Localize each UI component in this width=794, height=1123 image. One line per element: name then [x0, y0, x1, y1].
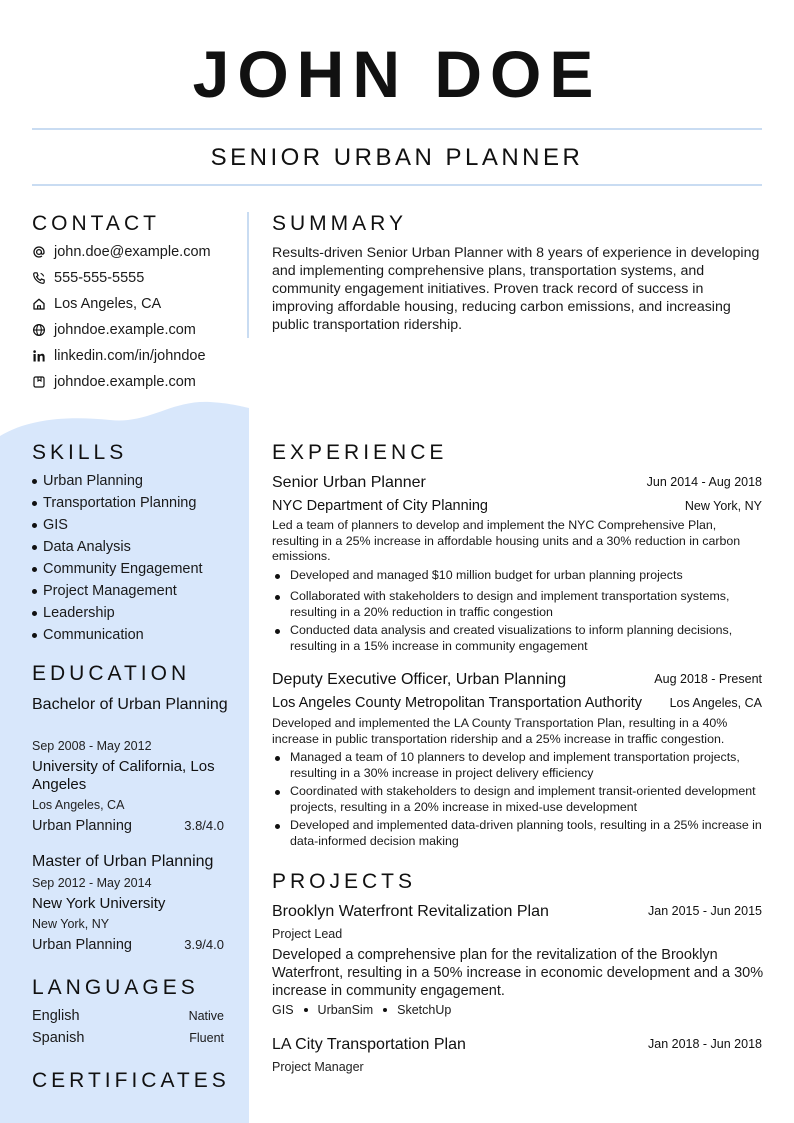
- education-heading: EDUCATION: [32, 662, 191, 685]
- languages-heading: LANGUAGES: [32, 976, 199, 999]
- column-divider: [247, 212, 249, 338]
- contact-linkedin-text: linkedin.com/in/johndoe: [54, 348, 206, 364]
- bullet-dot: [275, 629, 280, 634]
- project-tags: [272, 1002, 451, 1018]
- job-title: Senior Urban Planner: [272, 474, 426, 491]
- projects-heading: PROJECTS: [272, 870, 417, 893]
- skill-label: Urban Planning: [43, 473, 143, 489]
- skill-label: Communication: [43, 627, 144, 643]
- bullet-dot: [32, 479, 37, 484]
- skill-label: GIS: [43, 517, 68, 533]
- contact-website[interactable]: [32, 320, 196, 340]
- contact-portfolio-text: johndoe.example.com: [54, 374, 196, 390]
- candidate-name: JOHN DOE: [192, 37, 602, 111]
- job-bullet-text: Collaborated with stakeholders to design and implement transportation systems, resulting in a 20% reduction in traffic congestion: [290, 589, 730, 619]
- language-level: Fluent: [189, 1031, 224, 1045]
- header-rule-bottom: [32, 184, 762, 186]
- bullet-dot: [32, 611, 37, 616]
- phone-icon: [32, 271, 46, 285]
- job-description: Led a team of planners to develop and implement the NYC Comprehensive Plan, resulting in a 25% increase in affordable housing units and a 30% reduction in carbon emissions.: [272, 518, 741, 563]
- header-rule-top: [32, 128, 762, 130]
- project-role: Project Lead: [272, 927, 343, 941]
- contact-heading: CONTACT: [32, 212, 160, 235]
- bullet-dot: [275, 756, 280, 761]
- home-icon: [32, 297, 46, 311]
- skill-label: Project Management: [43, 583, 177, 599]
- education-degree: Bachelor of Urban Planning: [32, 696, 228, 713]
- skill-item: [32, 516, 68, 534]
- skill-label: Data Analysis: [43, 539, 131, 555]
- project-title: LA City Transportation Plan: [272, 1036, 466, 1053]
- education-gpa: 3.9/4.0: [184, 937, 224, 952]
- experience-heading: EXPERIENCE: [272, 441, 448, 464]
- skill-label: Community Engagement: [43, 561, 203, 577]
- bullet-dot: [275, 790, 280, 795]
- job-role-title: SENIOR URBAN PLANNER: [210, 144, 584, 171]
- project-tag: GIS: [272, 1003, 294, 1017]
- skill-item: [32, 604, 115, 622]
- summary-heading: SUMMARY: [272, 212, 407, 235]
- job-organization: NYC Department of City Planning: [272, 498, 488, 514]
- skill-item: [32, 472, 143, 490]
- job-title: Deputy Executive Officer, Urban Planning: [272, 671, 567, 688]
- bullet-dot: [275, 595, 280, 600]
- bullet-dot: [275, 824, 280, 829]
- certificates-heading: CERTIFICATES: [32, 1069, 230, 1092]
- project-role: Project Manager: [272, 1060, 364, 1074]
- contact-email[interactable]: [32, 242, 211, 262]
- job-bullet-text: Developed and implemented data-driven planning tools, resulting in a 25% increase in data-informed decision making: [290, 818, 762, 848]
- job-bullet: [272, 589, 762, 620]
- globe-icon: [32, 323, 46, 337]
- skill-item: [32, 538, 131, 556]
- bullet-dot: [275, 574, 280, 579]
- education-location: Los Angeles, CA: [32, 798, 125, 812]
- skill-item: [32, 560, 203, 578]
- project-description: Developed a comprehensive plan for the revitalization of the Brooklyn Waterfront, resulting in a 50% increase in economic development and a 30% increase in community engagement.: [272, 947, 764, 999]
- education-field: Urban Planning: [32, 818, 132, 834]
- skill-item: [32, 494, 196, 512]
- contact-phone-text: 555-555-5555: [54, 270, 145, 286]
- education-gpa: 3.8/4.0: [184, 818, 224, 833]
- job-bullet: [272, 818, 762, 849]
- skill-item: [32, 626, 144, 644]
- skill-item: [32, 582, 177, 600]
- job-bullet-text: Conducted data analysis and created visualizations to inform planning decisions, resulting in a 15% increase in community engagement: [290, 623, 733, 653]
- language-level: Native: [188, 1009, 224, 1023]
- project-dates: Jan 2015 - Jun 2015: [648, 904, 762, 918]
- bullet-dot: [32, 501, 37, 506]
- job-dates: Aug 2018 - Present: [654, 672, 762, 686]
- summary-text: Results-driven Senior Urban Planner with 8 years of experience in developing and implementing comprehensive plans, transportation systems, and community engagement initiatives. Proven track record of success in improving affordable housing, reducing carbon emissions, and increasing public transportation ridership.: [272, 245, 760, 333]
- job-dates: Jun 2014 - Aug 2018: [646, 475, 762, 489]
- language-name: English: [32, 1008, 80, 1024]
- job-bullet: [272, 568, 762, 584]
- education-school: University of California, Los Angeles: [32, 758, 215, 793]
- bullet-dot: [32, 523, 37, 528]
- job-bullet-text: Managed a team of 10 planners to develop and implement transportation projects, resulting in a 30% increase in project delivery efficiency: [290, 750, 740, 780]
- project-dates: Jan 2018 - Jun 2018: [648, 1037, 762, 1051]
- job-location: New York, NY: [684, 499, 762, 513]
- job-bullet-text: Coordinated with stakeholders to design and implement transit-oriented development projects, resulting in a 20% increase in mixed-use development: [290, 784, 756, 814]
- skill-label: Leadership: [43, 605, 115, 621]
- education-school: New York University: [32, 895, 166, 912]
- linkedin-icon: [32, 349, 46, 363]
- job-location: Los Angeles, CA: [669, 696, 762, 710]
- contact-linkedin[interactable]: [32, 346, 206, 366]
- bullet-dot: [32, 633, 37, 638]
- tag-separator-dot: [383, 1008, 387, 1012]
- education-field: Urban Planning: [32, 937, 132, 953]
- job-bullet: [272, 750, 762, 781]
- education-dates: Sep 2008 - May 2012: [32, 739, 152, 753]
- skill-label: Transportation Planning: [43, 495, 197, 511]
- project-tag: UrbanSim: [317, 1003, 374, 1017]
- education-dates: Sep 2012 - May 2014: [32, 876, 152, 890]
- job-bullet: [272, 623, 762, 654]
- bullet-dot: [32, 589, 37, 594]
- bullet-dot: [32, 545, 37, 550]
- contact-email-text: john.doe@example.com: [54, 244, 211, 260]
- language-name: Spanish: [32, 1030, 85, 1046]
- contact-phone[interactable]: [32, 268, 144, 288]
- contact-portfolio[interactable]: [32, 372, 196, 392]
- job-bullet-text: Developed and managed $10 million budget for urban planning projects: [290, 568, 683, 582]
- tag-separator-dot: [304, 1008, 308, 1012]
- job-description: Developed and implemented the LA County Transportation Plan, resulting in a 40% increase in public transportation ridership and a 25% increase in traffic congestion.: [272, 716, 728, 746]
- bullet-dot: [32, 567, 37, 572]
- contact-location: [32, 294, 161, 314]
- contact-website-text: johndoe.example.com: [54, 322, 196, 338]
- project-tag: SketchUp: [397, 1003, 452, 1017]
- contact-location-text: Los Angeles, CA: [54, 296, 162, 312]
- education-location: New York, NY: [32, 917, 110, 931]
- skills-heading: SKILLS: [32, 441, 128, 464]
- education-degree: Master of Urban Planning: [32, 853, 214, 870]
- job-organization: Los Angeles County Metropolitan Transportation Authority: [272, 695, 642, 711]
- portfolio-icon: [32, 375, 46, 389]
- at-icon: [32, 245, 46, 259]
- project-title: Brooklyn Waterfront Revitalization Plan: [272, 903, 549, 920]
- job-bullet: [272, 784, 762, 815]
